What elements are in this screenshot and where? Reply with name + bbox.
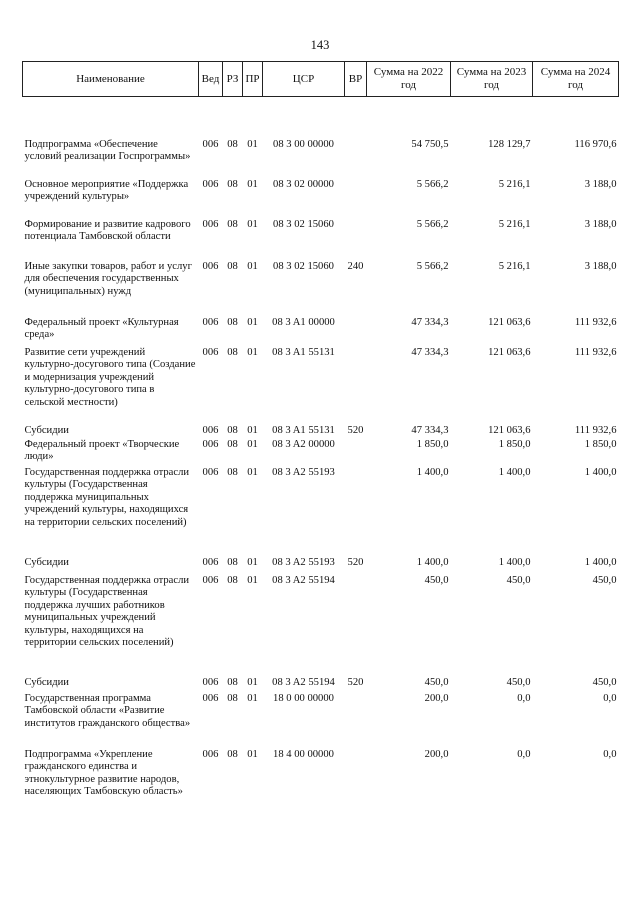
cell-csr: 18 0 00 00000 [273,693,334,704]
cell-pr: 01 [247,219,258,230]
cell-pr: 01 [247,439,258,450]
cell-rz: 08 [227,557,238,568]
header-vr: ВР [345,62,367,97]
cell-pr: 01 [247,347,258,358]
cell-pr: 01 [247,425,258,436]
cell-name: Развитие сети учреждений культурно-досугового типа (Создание и модернизация учреждений культурно-досугового типа в сельской местности) [24,347,196,408]
cell-vr: 520 [347,557,364,568]
cell-ved: 006 [202,557,219,568]
cell-rz: 08 [227,425,238,436]
cell-vr [345,347,367,425]
table-row [23,439,619,467]
cell-s2023: 121 063,6 [488,317,531,328]
cell-rz: 08 [227,575,238,586]
cell-csr: 08 3 A1 55131 [272,425,335,436]
cell-s2024: 1 400,0 [584,557,617,568]
cell-name: Подпрограмма «Обеспечение условий реализации Госпрограммы» [24,139,191,163]
cell-s2024: 3 188,0 [584,261,617,272]
cell-s2024: 111 932,6 [574,317,617,328]
cell-ved: 006 [202,219,219,230]
cell-csr: 08 3 A2 55194 [272,677,335,688]
cell-s2023: 5 216,1 [498,261,531,272]
header-rz: РЗ [223,62,243,97]
cell-s2023: 450,0 [506,575,531,586]
cell-vr: 240 [347,261,364,272]
cell-rz: 08 [227,467,238,478]
cell-ved: 006 [202,347,219,358]
cell-s2024: 111 932,6 [574,347,617,358]
header-sum-2022: Сумма на 2022 год [367,62,451,97]
table-row [23,425,619,439]
cell-vr [345,693,367,749]
cell-name: Федеральный проект «Творческие люди» [24,439,180,463]
cell-s2024: 0,0 [603,749,617,760]
cell-s2024: 3 188,0 [584,219,617,230]
table-row [23,677,619,693]
cell-pr: 01 [247,575,258,586]
cell-s2022: 450,0 [424,575,449,586]
cell-s2023: 5 216,1 [498,219,531,230]
cell-s2022: 1 850,0 [416,439,449,450]
cell-pr: 01 [247,179,258,190]
cell-pr: 01 [247,467,258,478]
cell-csr: 08 3 A2 55193 [272,467,335,478]
cell-s2023: 1 400,0 [498,557,531,568]
cell-s2024: 1 850,0 [584,439,617,450]
cell-s2024: 0,0 [603,693,617,704]
cell-name: Подпрограмма «Укрепление гражданского единства и этнокультурное развитие народов, населяющих Тамбовскую область» [24,749,183,798]
cell-s2024: 450,0 [592,575,617,586]
cell-rz: 08 [227,139,238,150]
cell-csr: 08 3 00 00000 [273,139,334,150]
cell-name: Субсидии [24,677,69,688]
cell-vr [345,575,367,677]
cell-vr: 520 [347,677,364,688]
cell-s2022: 5 566,2 [416,179,449,190]
cell-s2024: 450,0 [592,677,617,688]
cell-pr: 01 [247,693,258,704]
cell-s2022: 200,0 [424,693,449,704]
table-row [23,693,619,749]
table-row [23,749,619,821]
cell-s2022: 5 566,2 [416,261,449,272]
cell-ved: 006 [202,749,219,760]
cell-rz: 08 [227,261,238,272]
table-header-row [23,62,619,97]
cell-csr: 08 3 A2 00000 [272,439,335,450]
table-row [23,97,619,180]
cell-name: Субсидии [24,425,69,436]
cell-s2023: 1 400,0 [498,467,531,478]
cell-vr [345,467,367,557]
cell-vr [345,179,367,219]
cell-csr: 08 3 02 00000 [273,179,334,190]
cell-pr: 01 [247,139,258,150]
cell-s2022: 200,0 [424,749,449,760]
table-row [23,317,619,347]
cell-s2023: 0,0 [517,749,531,760]
cell-s2023: 450,0 [506,677,531,688]
table-row [23,557,619,575]
cell-s2024: 116 970,6 [574,139,617,150]
cell-rz: 08 [227,347,238,358]
cell-vr: 520 [347,425,364,436]
cell-ved: 006 [202,693,219,704]
cell-vr [345,97,367,180]
cell-ved: 006 [202,317,219,328]
budget-table [22,61,619,821]
cell-ved: 006 [202,179,219,190]
cell-name: Иные закупки товаров, работ и услуг для обеспечения государственных (муниципальных) нужд [24,261,192,297]
header-pr: ПР [243,62,263,97]
cell-rz: 08 [227,693,238,704]
header-name: Наименование [23,62,199,97]
cell-s2022: 47 334,3 [411,347,449,358]
table-row [23,261,619,317]
cell-s2023: 128 129,7 [488,139,531,150]
cell-vr [345,439,367,467]
cell-rz: 08 [227,317,238,328]
cell-vr [345,219,367,261]
cell-s2023: 0,0 [517,693,531,704]
cell-ved: 006 [202,425,219,436]
cell-pr: 01 [247,677,258,688]
header-csr: ЦСР [263,62,345,97]
cell-s2022: 1 400,0 [416,467,449,478]
cell-s2024: 111 932,6 [574,425,617,436]
cell-s2022: 1 400,0 [416,557,449,568]
cell-csr: 08 3 02 15060 [273,219,334,230]
cell-ved: 006 [202,467,219,478]
cell-s2023: 1 850,0 [498,439,531,450]
cell-s2023: 121 063,6 [488,347,531,358]
cell-csr: 08 3 A2 55194 [272,575,335,586]
table-row [23,575,619,677]
cell-ved: 006 [202,139,219,150]
cell-name: Формирование и развитие кадрового потенциала Тамбовской области [24,219,191,243]
cell-vr [345,317,367,347]
cell-csr: 08 3 A2 55193 [272,557,335,568]
page-number: 143 [310,38,330,52]
cell-s2023: 5 216,1 [498,179,531,190]
cell-pr: 01 [247,749,258,760]
cell-name: Государственная поддержка отрасли культуры (Государственная поддержка лучших работников муниципальных учреждений культуры, находящихся на территории сельских поселений) [24,575,190,649]
cell-s2024: 1 400,0 [584,467,617,478]
cell-rz: 08 [227,749,238,760]
table-row [23,219,619,261]
cell-csr: 18 4 00 00000 [273,749,334,760]
cell-ved: 006 [202,261,219,272]
cell-s2022: 54 750,5 [411,139,449,150]
header-sum-2023: Сумма на 2023 год [451,62,533,97]
table-body [23,97,619,822]
header-ved: Вед [199,62,223,97]
cell-s2024: 3 188,0 [584,179,617,190]
cell-pr: 01 [247,557,258,568]
cell-rz: 08 [227,677,238,688]
cell-ved: 006 [202,575,219,586]
cell-name: Государственная программа Тамбовской области «Развитие институтов гражданского общества» [24,693,191,729]
table-row [23,347,619,425]
header-sum-2024: Сумма на 2024 год [533,62,619,97]
cell-rz: 08 [227,439,238,450]
cell-pr: 01 [247,317,258,328]
cell-pr: 01 [247,261,258,272]
cell-name: Основное мероприятие «Поддержка учреждений культуры» [24,179,189,203]
cell-rz: 08 [227,179,238,190]
cell-csr: 08 3 A1 55131 [272,347,335,358]
cell-s2023: 121 063,6 [488,425,531,436]
cell-s2022: 450,0 [424,677,449,688]
cell-s2022: 47 334,3 [411,425,449,436]
cell-ved: 006 [202,439,219,450]
cell-ved: 006 [202,677,219,688]
cell-name: Субсидии [24,557,69,568]
cell-s2022: 5 566,2 [416,219,449,230]
table-row [23,179,619,219]
cell-rz: 08 [227,219,238,230]
table-row [23,467,619,557]
cell-vr [345,749,367,821]
cell-csr: 08 3 A1 00000 [272,317,335,328]
cell-csr: 08 3 02 15060 [273,261,334,272]
cell-s2022: 47 334,3 [411,317,449,328]
cell-name: Государственная поддержка отрасли культуры (Государственная поддержка муниципальных учреждений культуры, находящихся на территории сельских поселений) [24,467,190,528]
cell-name: Федеральный проект «Культурная среда» [24,317,179,341]
